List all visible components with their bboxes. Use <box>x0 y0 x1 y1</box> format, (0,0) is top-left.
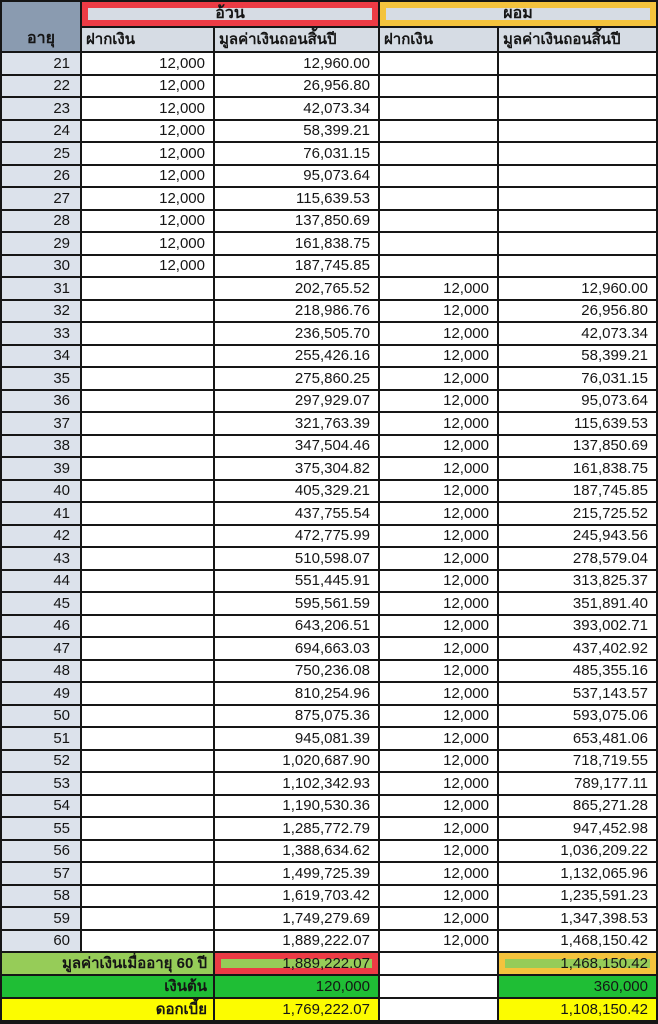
age-cell[interactable]: 53 <box>2 773 80 794</box>
fat-value-cell[interactable]: 161,838.75 <box>215 233 378 254</box>
group-header-fat: อ้วน <box>82 2 378 26</box>
summary-spacer-cell[interactable] <box>380 976 497 997</box>
age-cell[interactable]: 41 <box>2 503 80 524</box>
thin-deposit-cell[interactable]: 12,000 <box>380 593 497 614</box>
thin-value-cell[interactable]: 58,399.21 <box>499 346 656 367</box>
fat-value-cell[interactable]: 202,765.52 <box>215 278 378 299</box>
thin-deposit-cell[interactable]: 12,000 <box>380 503 497 524</box>
age-cell[interactable]: 38 <box>2 436 80 457</box>
age-cell[interactable]: 25 <box>2 143 80 164</box>
fat-deposit-cell[interactable] <box>82 526 213 547</box>
thin-value-cell[interactable] <box>499 211 656 232</box>
fat-deposit-cell[interactable]: 12,000 <box>82 233 213 254</box>
thin-deposit-cell[interactable]: 12,000 <box>380 413 497 434</box>
thin-deposit-cell[interactable]: 12,000 <box>380 391 497 412</box>
fat-value-cell[interactable]: 437,755.54 <box>215 503 378 524</box>
fat-value-cell[interactable]: 76,031.15 <box>215 143 378 164</box>
fat-deposit-cell[interactable] <box>82 661 213 682</box>
fat-value-cell[interactable]: 26,956.80 <box>215 76 378 97</box>
thin-deposit-cell[interactable] <box>380 98 497 119</box>
thin-value-cell[interactable] <box>499 188 656 209</box>
fat-value-cell[interactable]: 472,775.99 <box>215 526 378 547</box>
thin-deposit-cell[interactable]: 12,000 <box>380 571 497 592</box>
thin-value-cell[interactable]: 95,073.64 <box>499 391 656 412</box>
age-cell[interactable]: 28 <box>2 211 80 232</box>
fat-value-cell[interactable]: 321,763.39 <box>215 413 378 434</box>
thin-value-cell[interactable]: 187,745.85 <box>499 481 656 502</box>
age-cell[interactable]: 26 <box>2 166 80 187</box>
thin-value-cell[interactable]: 115,639.53 <box>499 413 656 434</box>
col-header-thin-deposit: ฝากเงิน <box>380 28 497 51</box>
age-cell[interactable]: 47 <box>2 638 80 659</box>
fat-value-cell[interactable]: 1,499,725.39 <box>215 863 378 884</box>
fat-deposit-cell[interactable] <box>82 391 213 412</box>
fat-value-cell[interactable]: 58,399.21 <box>215 121 378 142</box>
fat-value-cell[interactable]: 595,561.59 <box>215 593 378 614</box>
fat-value-cell[interactable]: 643,206.51 <box>215 616 378 637</box>
fat-deposit-cell[interactable]: 12,000 <box>82 188 213 209</box>
thin-value-cell[interactable]: 653,481.06 <box>499 728 656 749</box>
thin-deposit-cell[interactable]: 12,000 <box>380 638 497 659</box>
thin-value-cell[interactable] <box>499 121 656 142</box>
thin-value-cell[interactable]: 351,891.40 <box>499 593 656 614</box>
fat-deposit-cell[interactable] <box>82 503 213 524</box>
thin-deposit-cell[interactable]: 12,000 <box>380 841 497 862</box>
thin-value-cell[interactable]: 1,347,398.53 <box>499 908 656 929</box>
thin-value-cell[interactable]: 12,960.00 <box>499 278 656 299</box>
thin-deposit-cell[interactable]: 12,000 <box>380 436 497 457</box>
fat-deposit-cell[interactable] <box>82 751 213 772</box>
thin-value-cell[interactable]: 437,402.92 <box>499 638 656 659</box>
thin-deposit-cell[interactable]: 12,000 <box>380 301 497 322</box>
fat-value-cell[interactable]: 42,073.34 <box>215 98 378 119</box>
age-cell[interactable]: 50 <box>2 706 80 727</box>
fat-deposit-cell[interactable] <box>82 571 213 592</box>
fat-value-cell[interactable]: 115,639.53 <box>215 188 378 209</box>
fat-deposit-cell[interactable]: 12,000 <box>82 53 213 74</box>
fat-deposit-cell[interactable] <box>82 368 213 389</box>
thin-deposit-cell[interactable] <box>380 211 497 232</box>
thin-deposit-cell[interactable]: 12,000 <box>380 818 497 839</box>
fat-deposit-cell[interactable] <box>82 436 213 457</box>
summary-fat-interest[interactable]: 1,769,222.07 <box>215 999 378 1020</box>
thin-value-cell[interactable]: 1,235,591.23 <box>499 886 656 907</box>
fat-deposit-cell[interactable] <box>82 323 213 344</box>
fat-deposit-cell[interactable]: 12,000 <box>82 98 213 119</box>
fat-value-cell[interactable]: 510,598.07 <box>215 548 378 569</box>
age-cell[interactable]: 27 <box>2 188 80 209</box>
thin-deposit-cell[interactable]: 12,000 <box>380 751 497 772</box>
summary-label-value-at-60: มูลค่าเงินเมื่ออายุ 60 ปี <box>2 953 213 974</box>
age-cell[interactable]: 60 <box>2 931 80 952</box>
fat-value-cell[interactable]: 218,986.76 <box>215 301 378 322</box>
thin-deposit-cell[interactable] <box>380 166 497 187</box>
fat-deposit-cell[interactable] <box>82 683 213 704</box>
fat-deposit-cell[interactable] <box>82 841 213 862</box>
summary-thin-principal[interactable]: 360,000 <box>499 976 656 997</box>
age-cell[interactable]: 45 <box>2 593 80 614</box>
thin-value-cell[interactable]: 42,073.34 <box>499 323 656 344</box>
summary-fat-principal[interactable]: 120,000 <box>215 976 378 997</box>
fat-deposit-cell[interactable] <box>82 773 213 794</box>
age-cell[interactable]: 35 <box>2 368 80 389</box>
age-cell[interactable]: 40 <box>2 481 80 502</box>
fat-value-cell[interactable]: 694,663.03 <box>215 638 378 659</box>
thin-deposit-cell[interactable]: 12,000 <box>380 616 497 637</box>
fat-deposit-cell[interactable] <box>82 638 213 659</box>
thin-deposit-cell[interactable]: 12,000 <box>380 908 497 929</box>
age-cell[interactable]: 39 <box>2 458 80 479</box>
thin-deposit-cell[interactable]: 12,000 <box>380 368 497 389</box>
fat-deposit-cell[interactable] <box>82 278 213 299</box>
thin-deposit-cell[interactable]: 12,000 <box>380 481 497 502</box>
thin-deposit-cell[interactable]: 12,000 <box>380 346 497 367</box>
fat-deposit-cell[interactable] <box>82 818 213 839</box>
thin-value-cell[interactable]: 278,579.04 <box>499 548 656 569</box>
fat-value-cell[interactable]: 1,285,772.79 <box>215 818 378 839</box>
thin-deposit-cell[interactable] <box>380 233 497 254</box>
thin-deposit-cell[interactable]: 12,000 <box>380 458 497 479</box>
summary-thin-interest[interactable]: 1,108,150.42 <box>499 999 656 1020</box>
age-cell[interactable]: 58 <box>2 886 80 907</box>
fat-deposit-cell[interactable] <box>82 616 213 637</box>
fat-deposit-cell[interactable] <box>82 863 213 884</box>
fat-deposit-cell[interactable] <box>82 301 213 322</box>
thin-deposit-cell[interactable]: 12,000 <box>380 706 497 727</box>
fat-value-cell[interactable]: 875,075.36 <box>215 706 378 727</box>
fat-value-cell[interactable]: 1,020,687.90 <box>215 751 378 772</box>
thin-value-cell[interactable] <box>499 53 656 74</box>
col-header-fat-deposit: ฝากเงิน <box>82 28 213 51</box>
fat-value-cell[interactable]: 236,505.70 <box>215 323 378 344</box>
thin-deposit-cell[interactable]: 12,000 <box>380 728 497 749</box>
fat-value-cell[interactable]: 12,960.00 <box>215 53 378 74</box>
thin-deposit-cell[interactable]: 12,000 <box>380 886 497 907</box>
fat-value-cell[interactable]: 275,860.25 <box>215 368 378 389</box>
fat-deposit-cell[interactable]: 12,000 <box>82 166 213 187</box>
col-header-fat-value: มูลค่าเงินถอนสิ้นปี <box>215 28 378 51</box>
summary-label-interest: ดอกเบี้ย <box>2 999 213 1020</box>
age-cell[interactable]: 36 <box>2 391 80 412</box>
thin-value-cell[interactable]: 789,177.11 <box>499 773 656 794</box>
fat-deposit-cell[interactable]: 12,000 <box>82 211 213 232</box>
age-cell[interactable]: 49 <box>2 683 80 704</box>
thin-value-cell[interactable] <box>499 76 656 97</box>
summary-label-principal: เงินต้น <box>2 976 213 997</box>
thin-deposit-cell[interactable]: 12,000 <box>380 661 497 682</box>
age-cell[interactable]: 34 <box>2 346 80 367</box>
fat-value-cell[interactable]: 945,081.39 <box>215 728 378 749</box>
thin-deposit-cell[interactable]: 12,000 <box>380 931 497 952</box>
thin-value-cell[interactable]: 537,143.57 <box>499 683 656 704</box>
thin-deposit-cell[interactable]: 12,000 <box>380 548 497 569</box>
age-cell[interactable]: 22 <box>2 76 80 97</box>
age-cell[interactable]: 32 <box>2 301 80 322</box>
fat-value-cell[interactable]: 95,073.64 <box>215 166 378 187</box>
age-cell[interactable]: 31 <box>2 278 80 299</box>
fat-value-cell[interactable]: 137,850.69 <box>215 211 378 232</box>
group-header-thin: ผอม <box>380 2 656 26</box>
age-cell[interactable]: 54 <box>2 796 80 817</box>
thin-deposit-cell[interactable]: 12,000 <box>380 278 497 299</box>
age-cell[interactable]: 46 <box>2 616 80 637</box>
fat-value-cell[interactable]: 375,304.82 <box>215 458 378 479</box>
thin-deposit-cell[interactable]: 12,000 <box>380 683 497 704</box>
age-cell[interactable]: 37 <box>2 413 80 434</box>
thin-value-cell[interactable]: 245,943.56 <box>499 526 656 547</box>
thin-value-cell[interactable]: 947,452.98 <box>499 818 656 839</box>
thin-value-cell[interactable]: 161,838.75 <box>499 458 656 479</box>
age-cell[interactable]: 43 <box>2 548 80 569</box>
age-cell[interactable]: 24 <box>2 121 80 142</box>
fat-deposit-cell[interactable] <box>82 706 213 727</box>
age-cell[interactable]: 48 <box>2 661 80 682</box>
age-cell[interactable]: 59 <box>2 908 80 929</box>
fat-value-cell[interactable]: 750,236.08 <box>215 661 378 682</box>
thin-value-cell[interactable]: 1,132,065.96 <box>499 863 656 884</box>
fat-value-cell[interactable]: 1,102,342.93 <box>215 773 378 794</box>
age-cell[interactable]: 23 <box>2 98 80 119</box>
age-cell[interactable]: 52 <box>2 751 80 772</box>
fat-value-cell[interactable]: 1,749,279.69 <box>215 908 378 929</box>
summary-thin-value-at-60[interactable]: 1,468,150.42 <box>499 953 656 974</box>
fat-deposit-cell[interactable] <box>82 886 213 907</box>
fat-deposit-cell[interactable] <box>82 413 213 434</box>
thin-deposit-cell[interactable] <box>380 53 497 74</box>
thin-deposit-cell[interactable] <box>380 256 497 277</box>
thin-value-cell[interactable]: 593,075.06 <box>499 706 656 727</box>
age-cell[interactable]: 42 <box>2 526 80 547</box>
thin-value-cell[interactable]: 865,271.28 <box>499 796 656 817</box>
thin-deposit-cell[interactable]: 12,000 <box>380 526 497 547</box>
fat-value-cell[interactable]: 347,504.46 <box>215 436 378 457</box>
thin-deposit-cell[interactable] <box>380 76 497 97</box>
fat-deposit-cell[interactable] <box>82 908 213 929</box>
thin-value-cell[interactable]: 26,956.80 <box>499 301 656 322</box>
thin-value-cell[interactable]: 393,002.71 <box>499 616 656 637</box>
age-cell[interactable]: 57 <box>2 863 80 884</box>
summary-spacer-cell[interactable] <box>380 999 497 1020</box>
thin-value-cell[interactable]: 1,468,150.42 <box>499 931 656 952</box>
thin-value-cell[interactable]: 1,036,209.22 <box>499 841 656 862</box>
age-cell[interactable]: 55 <box>2 818 80 839</box>
thin-value-cell[interactable] <box>499 143 656 164</box>
thin-deposit-cell[interactable] <box>380 188 497 209</box>
fat-value-cell[interactable]: 187,745.85 <box>215 256 378 277</box>
fat-deposit-cell[interactable] <box>82 931 213 952</box>
thin-deposit-cell[interactable] <box>380 143 497 164</box>
fat-deposit-cell[interactable]: 12,000 <box>82 143 213 164</box>
age-cell[interactable]: 56 <box>2 841 80 862</box>
thin-value-cell[interactable] <box>499 256 656 277</box>
fat-deposit-cell[interactable] <box>82 593 213 614</box>
age-cell[interactable]: 51 <box>2 728 80 749</box>
fat-deposit-cell[interactable]: 12,000 <box>82 256 213 277</box>
age-cell[interactable]: 44 <box>2 571 80 592</box>
fat-value-cell[interactable]: 297,929.07 <box>215 391 378 412</box>
thin-deposit-cell[interactable]: 12,000 <box>380 773 497 794</box>
fat-value-cell[interactable]: 810,254.96 <box>215 683 378 704</box>
fat-value-cell[interactable]: 1,619,703.42 <box>215 886 378 907</box>
age-cell[interactable]: 21 <box>2 53 80 74</box>
thin-value-cell[interactable]: 718,719.55 <box>499 751 656 772</box>
fat-value-cell[interactable]: 551,445.91 <box>215 571 378 592</box>
fat-deposit-cell[interactable] <box>82 548 213 569</box>
thin-value-cell[interactable] <box>499 98 656 119</box>
thin-deposit-cell[interactable]: 12,000 <box>380 323 497 344</box>
age-cell[interactable]: 29 <box>2 233 80 254</box>
age-column-header: อายุ <box>2 2 80 51</box>
fat-deposit-cell[interactable] <box>82 728 213 749</box>
fat-value-cell[interactable]: 1,190,530.36 <box>215 796 378 817</box>
fat-deposit-cell[interactable]: 12,000 <box>82 76 213 97</box>
summary-fat-value-at-60[interactable]: 1,889,222.07 <box>215 953 378 974</box>
thin-value-cell[interactable]: 313,825.37 <box>499 571 656 592</box>
fat-deposit-cell[interactable] <box>82 346 213 367</box>
thin-value-cell[interactable]: 215,725.52 <box>499 503 656 524</box>
thin-value-cell[interactable]: 137,850.69 <box>499 436 656 457</box>
fat-value-cell[interactable]: 1,889,222.07 <box>215 931 378 952</box>
fat-value-cell[interactable]: 1,388,634.62 <box>215 841 378 862</box>
thin-deposit-cell[interactable]: 12,000 <box>380 796 497 817</box>
fat-deposit-cell[interactable]: 12,000 <box>82 121 213 142</box>
summary-spacer-cell[interactable] <box>380 953 497 974</box>
thin-deposit-cell[interactable]: 12,000 <box>380 863 497 884</box>
col-header-thin-value: มูลค่าเงินถอนสิ้นปี <box>499 28 656 51</box>
thin-value-cell[interactable] <box>499 166 656 187</box>
fat-deposit-cell[interactable] <box>82 481 213 502</box>
thin-deposit-cell[interactable] <box>380 121 497 142</box>
fat-deposit-cell[interactable] <box>82 458 213 479</box>
fat-value-cell[interactable]: 255,426.16 <box>215 346 378 367</box>
thin-value-cell[interactable] <box>499 233 656 254</box>
thin-value-cell[interactable]: 485,355.16 <box>499 661 656 682</box>
age-cell[interactable]: 33 <box>2 323 80 344</box>
age-cell[interactable]: 30 <box>2 256 80 277</box>
fat-value-cell[interactable]: 405,329.21 <box>215 481 378 502</box>
thin-value-cell[interactable]: 76,031.15 <box>499 368 656 389</box>
fat-deposit-cell[interactable] <box>82 796 213 817</box>
